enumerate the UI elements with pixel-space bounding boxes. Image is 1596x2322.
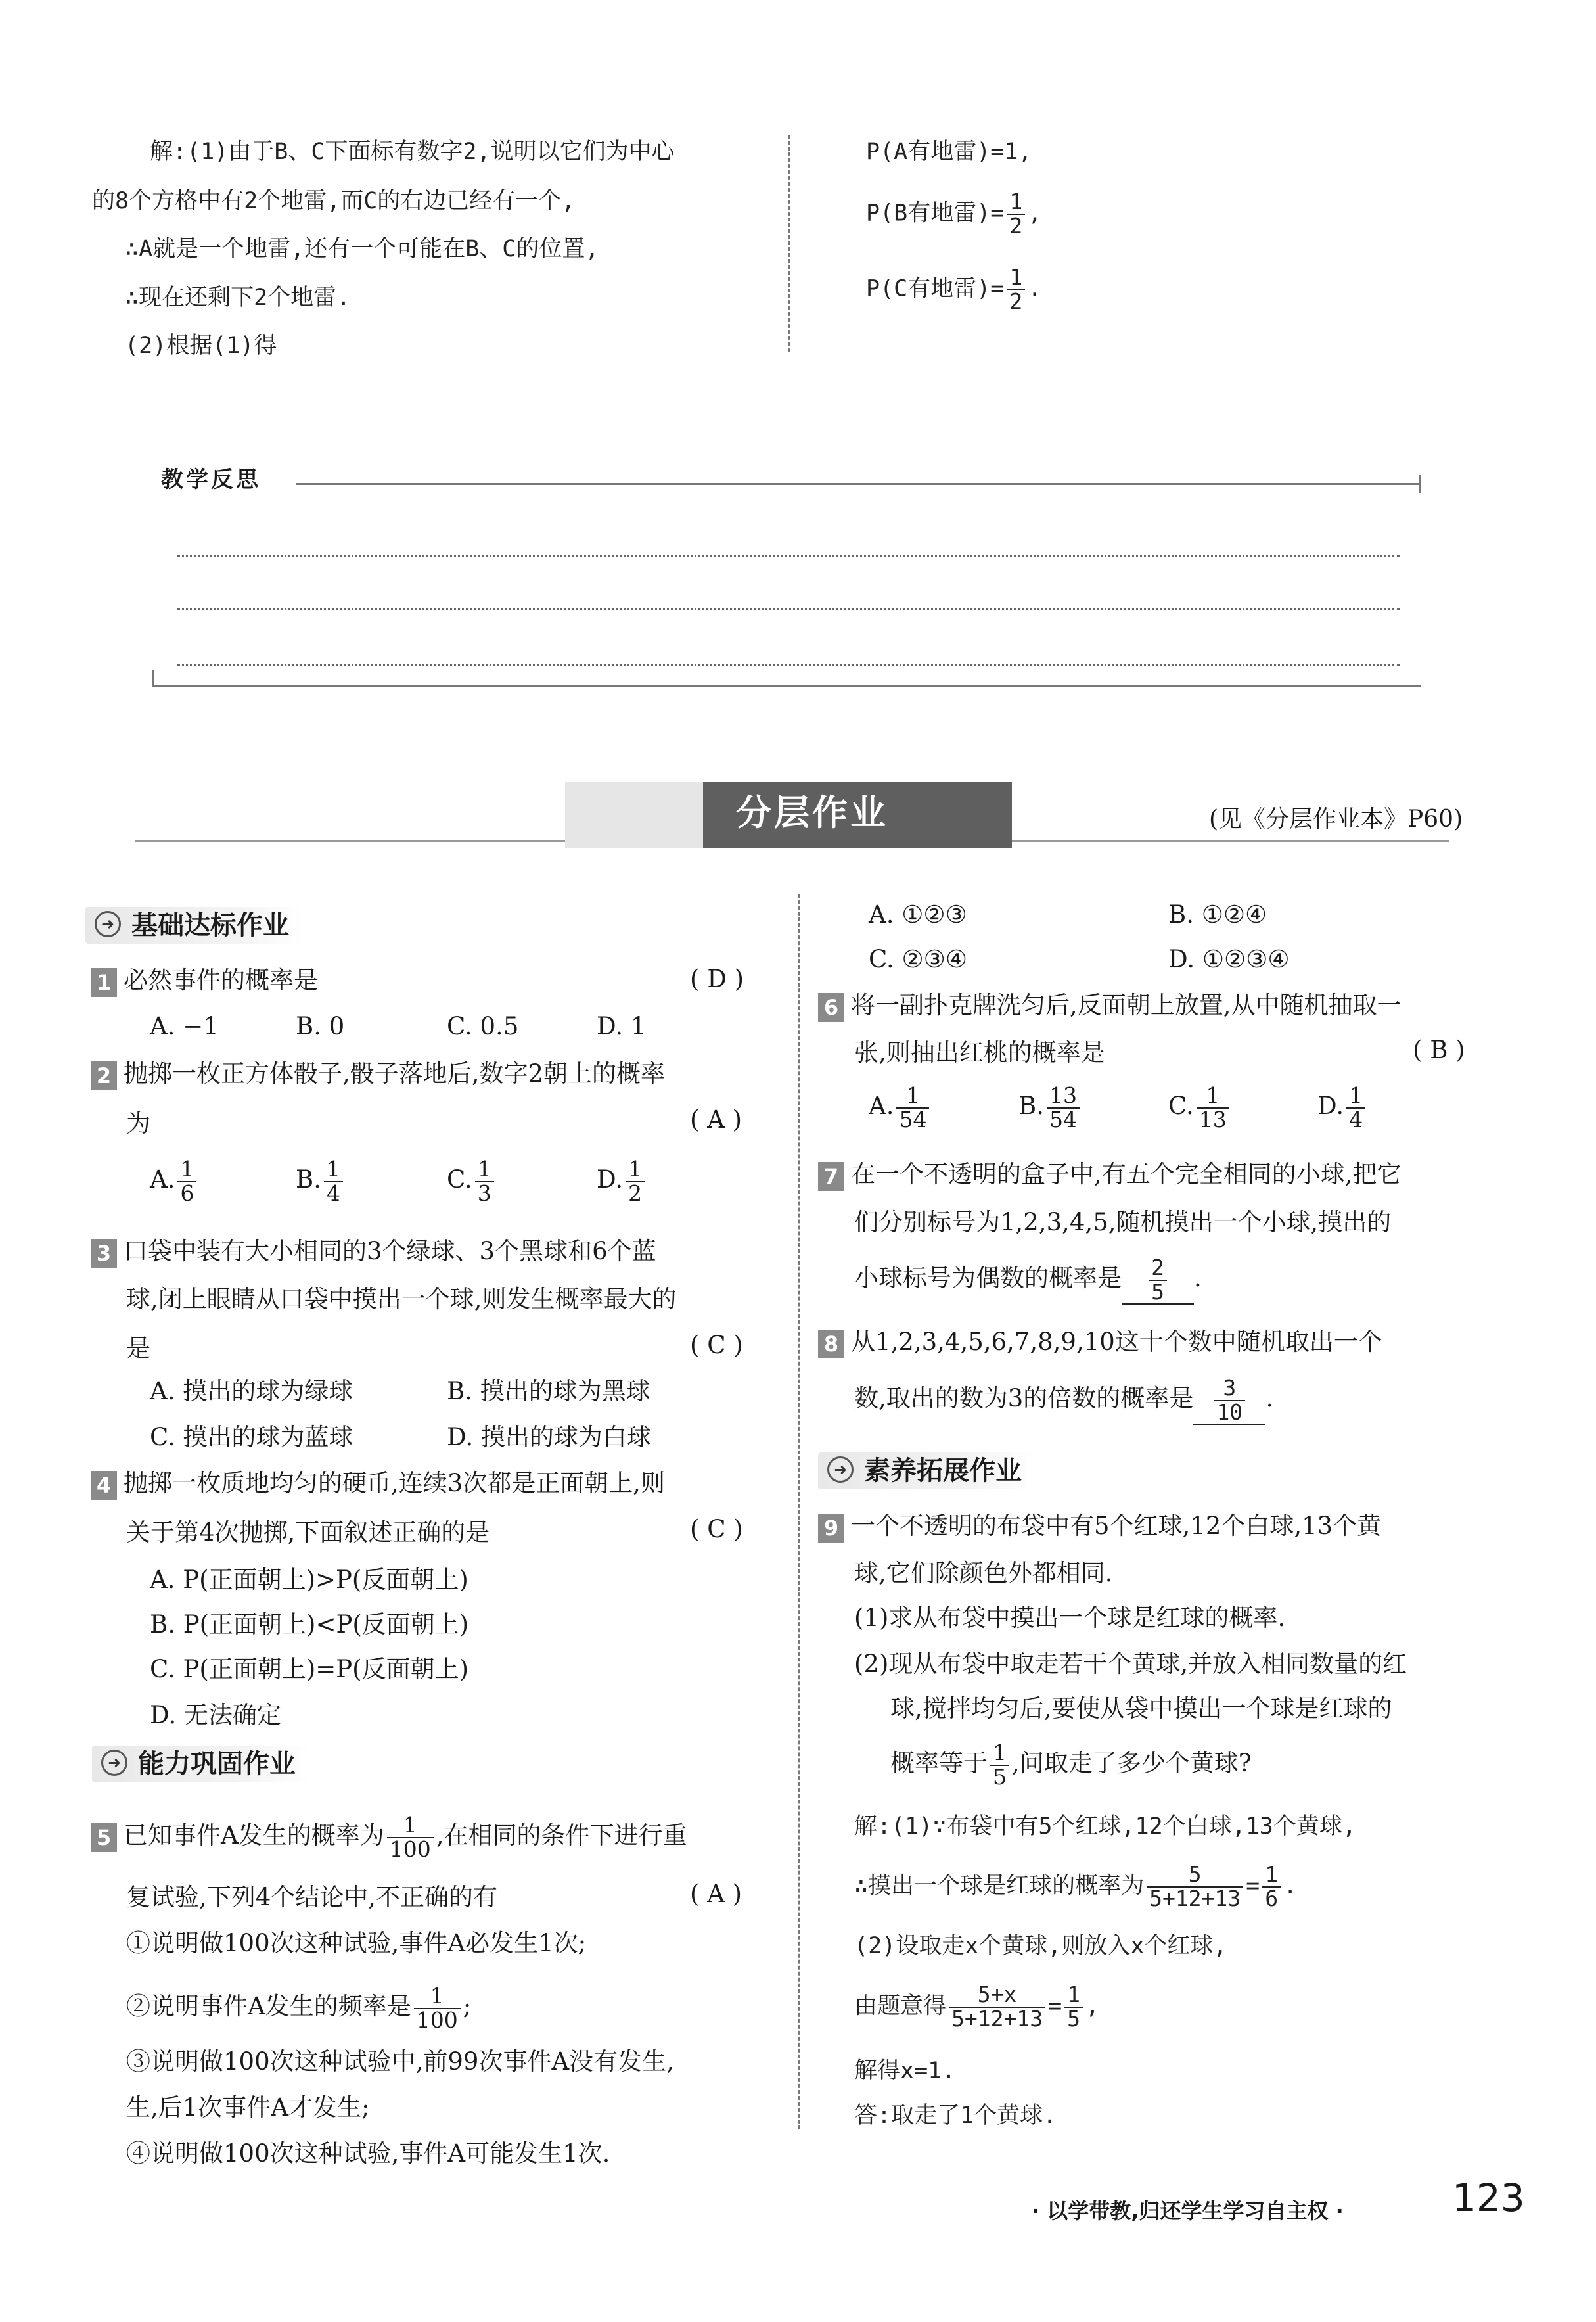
question-9-part-1: (1)求从布袋中摸出一个球是红球的概率. bbox=[854, 1604, 1286, 1632]
probability-c: P(C有地雷)= $\frac{1}{2}$ . bbox=[866, 264, 1042, 314]
arrow-icon: ➜ bbox=[95, 911, 121, 937]
answer-7: $\frac{2}{5}$ bbox=[1122, 1257, 1194, 1305]
q1-option-b: B. 0 bbox=[296, 1012, 345, 1040]
q9-solution-line: (2)设取走x个黄球,则放入x个红球, bbox=[854, 1933, 1227, 1959]
reflection-label: 教学反思 bbox=[161, 467, 261, 493]
question-1: 1 必然事件的概率是 bbox=[91, 966, 318, 997]
question-5: 5 已知事件A发生的概率为 $\frac{1}{100}$ ,在相同的条件下进行重 bbox=[91, 1814, 687, 1861]
q5-option-d: D. ①②③④ bbox=[1168, 945, 1290, 973]
reflection-line[interactable] bbox=[177, 664, 1400, 666]
question-7-cont: 们分别标号为1,2,3,4,5,随机摸出一个小球,摸出的 bbox=[854, 1208, 1392, 1236]
solution-line: 解:(1)由于B、C下面标有数字2,说明以它们为中心 bbox=[150, 139, 675, 165]
reflection-line[interactable] bbox=[177, 608, 1400, 610]
solution-line: 的8个方格中有2个地雷,而C的右边已经有一个, bbox=[92, 188, 576, 214]
page-number: 123 bbox=[1452, 2175, 1525, 2220]
solution-line: ∴现在还剩下2个地雷. bbox=[125, 285, 351, 311]
q6-option-d: D. $\frac{1}{4}$ bbox=[1317, 1084, 1368, 1131]
question-3-cont: 球,闭上眼睛从口袋中摸出一个球,则发生概率最大的 bbox=[126, 1285, 677, 1313]
answer-5: ( A ) bbox=[690, 1880, 742, 1908]
column-divider bbox=[798, 894, 800, 2129]
question-9-cont: 球,它们除颜色外都相同. bbox=[854, 1559, 1113, 1587]
footer-slogan: · 以学带教,归还学生学习自主权 · bbox=[1032, 2198, 1344, 2223]
answer-4: ( C ) bbox=[690, 1515, 743, 1543]
question-4: 4 抛掷一枚质地均匀的硬币,连续3次都是正面朝上,则 bbox=[91, 1469, 665, 1500]
arrow-icon: ➜ bbox=[827, 1456, 854, 1483]
q3-option-a: A. 摸出的球为绿球 bbox=[150, 1377, 353, 1405]
question-5-cont: 复试验,下列4个结论中,不正确的有 bbox=[126, 1883, 498, 1911]
q9-solution-line: 答:取走了1个黄球. bbox=[854, 2102, 1057, 2129]
q4-option-c: C. P(正面朝上)=P(反面朝上) bbox=[150, 1655, 469, 1683]
q5-statement-4: ④说明做100次这种试验,事件A可能发生1次. bbox=[126, 2139, 610, 2168]
answer-2: ( A ) bbox=[690, 1105, 742, 1134]
banner-decoration bbox=[565, 782, 710, 848]
question-4-cont: 关于第4次抛掷,下面叙述正确的是 bbox=[126, 1518, 490, 1546]
question-9-part-2: (2)现从布袋中取走若干个黄球,并放入相同数量的红 bbox=[854, 1650, 1407, 1678]
solution-line: (2)根据(1)得 bbox=[125, 333, 277, 359]
q9-solution-line: 解:(1)∵布袋中有5个红球,12个白球,13个黄球, bbox=[854, 1813, 1356, 1840]
question-8-cont: 数,取出的数为3的倍数的概率是 $\frac{3}{10}$ . bbox=[854, 1375, 1274, 1425]
section-basic: ➜ 基础达标作业 bbox=[85, 907, 302, 944]
question-3-cont: 是 bbox=[126, 1334, 150, 1362]
q6-option-c: C. $\frac{1}{13}$ bbox=[1168, 1084, 1232, 1131]
q3-option-b: B. 摸出的球为黑球 bbox=[447, 1377, 650, 1405]
q2-option-b: B. $\frac{1}{4}$ bbox=[296, 1158, 346, 1205]
answer-3: ( C ) bbox=[690, 1331, 743, 1359]
banner-reference: (见《分层作业本》P60) bbox=[1209, 806, 1463, 833]
probability-a: P(A有地雷)=1, bbox=[866, 139, 1032, 165]
solution-line: ∴A就是一个地雷,还有一个可能在B、C的位置, bbox=[125, 236, 599, 262]
reflection-left-tick bbox=[152, 670, 154, 686]
reflection-right-tick bbox=[1419, 475, 1421, 493]
answer-8: $\frac{3}{10}$ bbox=[1193, 1377, 1265, 1425]
question-6: 6 将一副扑克牌洗匀后,反面朝上放置,从中随机抽取一 bbox=[818, 991, 1402, 1022]
probability-b: P(B有地雷)= $\frac{1}{2}$ , bbox=[866, 189, 1042, 239]
reflection-line[interactable] bbox=[177, 555, 1400, 557]
q5-option-b: B. ①②④ bbox=[1168, 900, 1267, 929]
q4-option-d: D. 无法确定 bbox=[150, 1701, 281, 1729]
question-2-cont: 为 bbox=[126, 1109, 150, 1138]
question-7: 7 在一个不透明的盒子中,有五个完全相同的小球,把它 bbox=[818, 1160, 1402, 1191]
q1-option-c: C. 0.5 bbox=[447, 1012, 519, 1040]
question-3: 3 口袋中装有大小相同的3个绿球、3个黑球和6个蓝 bbox=[91, 1237, 656, 1268]
question-9-part-2-cont: 球,搅拌均匀后,要使从袋中摸出一个球是红球的 bbox=[890, 1694, 1392, 1723]
question-7-cont: 小球标号为偶数的概率是 $\frac{2}{5}$ . bbox=[854, 1255, 1202, 1305]
section-ability: ➜ 能力巩固作业 bbox=[92, 1746, 309, 1782]
q3-option-d: D. 摸出的球为白球 bbox=[447, 1423, 651, 1451]
answer-6: ( B ) bbox=[1413, 1036, 1465, 1064]
q4-option-a: A. P(正面朝上)>P(反面朝上) bbox=[150, 1566, 468, 1594]
q6-option-b: B. $\frac{13}{54}$ bbox=[1018, 1084, 1082, 1131]
q9-solution-line: 由题意得 $\frac{5+x}{5+12+13}$ = $\frac{1}{5}$ , bbox=[854, 1982, 1100, 2032]
arrow-icon: ➜ bbox=[101, 1750, 127, 1776]
column-divider bbox=[788, 135, 790, 352]
question-6-cont: 张,则抽出红桃的概率是 bbox=[854, 1038, 1105, 1067]
q2-option-a: A. $\frac{1}{6}$ bbox=[150, 1158, 199, 1205]
q5-option-a: A. ①②③ bbox=[869, 900, 967, 929]
q9-solution-line: 解得x=1. bbox=[854, 2058, 956, 2084]
q5-statement-1: ①说明做100次这种试验,事件A必发生1次; bbox=[126, 1929, 587, 1957]
reflection-bottom-line bbox=[152, 685, 1421, 687]
q5-option-c: C. ②③④ bbox=[869, 945, 968, 973]
q9-solution-line: ∴摸出一个球是红球的概率为 $\frac{5}{5+12+13}$ = $\frac{1}{6}$ . bbox=[854, 1861, 1298, 1911]
q3-option-c: C. 摸出的球为蓝球 bbox=[150, 1423, 353, 1451]
question-8: 8 从1,2,3,4,5,6,7,8,9,10这十个数中随机取出一个 bbox=[818, 1328, 1382, 1358]
question-9: 9 一个不透明的布袋中有5个红球,12个白球,13个黄 bbox=[818, 1512, 1381, 1543]
question-9-part-2-cont: 概率等于 $\frac{1}{5}$ ,问取走了多少个黄球? bbox=[890, 1740, 1252, 1790]
q5-statement-3-cont: 生,后1次事件A才发生; bbox=[126, 2093, 370, 2122]
q4-option-b: B. P(正面朝上)<P(反面朝上) bbox=[150, 1610, 469, 1638]
q5-statement-3: ③说明做100次这种试验中,前99次事件A没有发生, bbox=[126, 2047, 674, 2076]
section-extend: ➜ 素养拓展作业 bbox=[818, 1452, 1035, 1489]
q2-option-d: D. $\frac{1}{2}$ bbox=[597, 1158, 647, 1205]
answer-1: ( D ) bbox=[690, 965, 744, 993]
q5-statement-2: ②说明事件A发生的频率是 $\frac{1}{100}$ ; bbox=[126, 1983, 472, 2033]
reflection-top-line bbox=[296, 483, 1419, 485]
q2-option-c: C. $\frac{1}{3}$ bbox=[447, 1158, 497, 1205]
banner-title: 分层作业 bbox=[736, 792, 888, 833]
q1-option-d: D. 1 bbox=[597, 1012, 647, 1040]
q6-option-a: A. $\frac{1}{54}$ bbox=[869, 1084, 932, 1131]
q1-option-a: A. −1 bbox=[150, 1012, 219, 1040]
question-2: 2 抛掷一枚正方体骰子,骰子落地后,数字2朝上的概率 bbox=[91, 1059, 665, 1090]
